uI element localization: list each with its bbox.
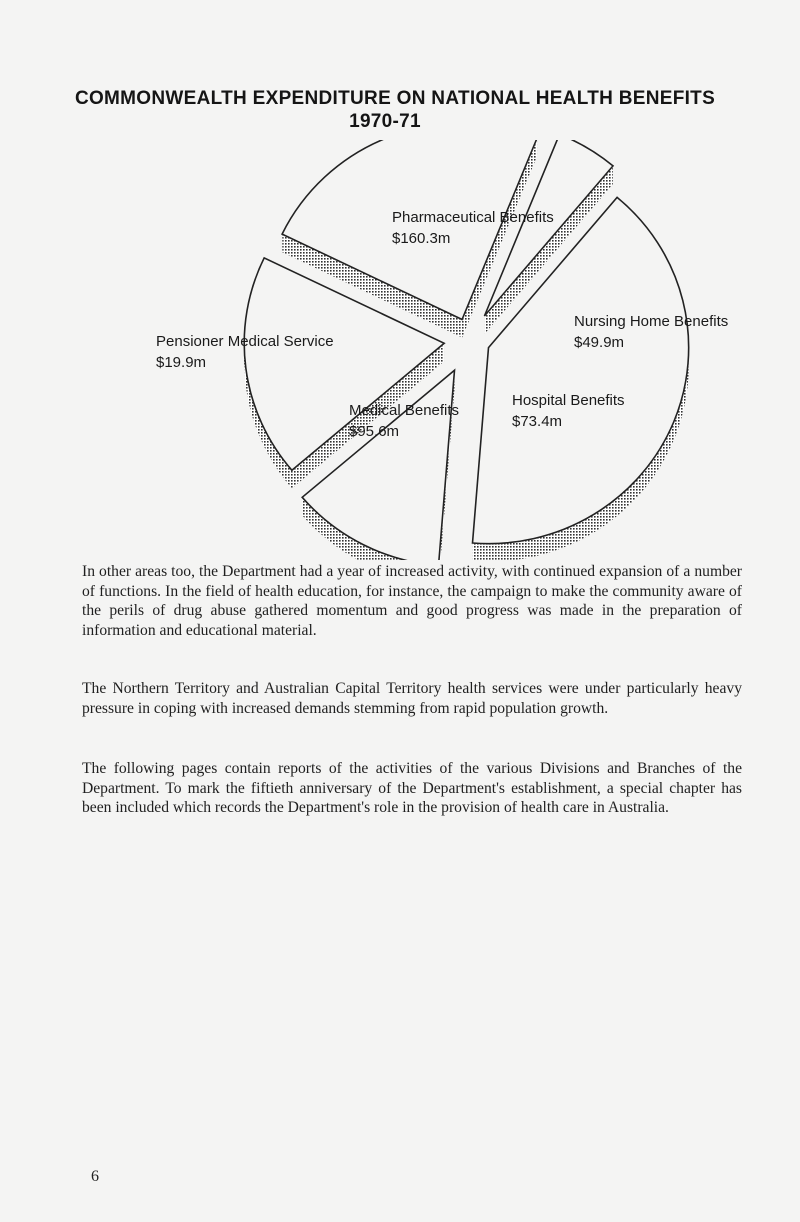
- chart-title: COMMONWEALTH EXPENDITURE ON NATIONAL HEALTH BENEFITS: [74, 88, 716, 109]
- slice-label-nursing-home-benefits: Nursing Home Benefits: [574, 313, 729, 330]
- paragraph-territory-health: The Northern Territory and Australian Capital Territory health services were under particularly heavy pressure in coping with increased demands stemming from rapid population growth.: [82, 680, 742, 717]
- slice-label-hospital-benefits: Hospital Benefits: [512, 392, 625, 409]
- slice-label-pensioner-medical-service: Pensioner Medical Service: [156, 333, 334, 350]
- slice-value-pensioner-medical-service: $19.9m: [156, 354, 207, 371]
- slice-value-pharmaceutical-benefits: $160.3m: [392, 230, 451, 247]
- slice-value-hospital-benefits: $73.4m: [512, 413, 563, 430]
- pie-slice-pharmaceutical-benefits: [473, 197, 689, 543]
- paragraph-following-pages: The following pages contain reports of the activities of the various Divisions and Branches of the Department. To mark the fiftieth anniversary of the Department's establishment, a special chapter has been included which records the Department's role in the provision of health care in Australia.: [82, 760, 742, 817]
- slice-value-nursing-home-benefits: $49.9m: [574, 334, 625, 351]
- slice-value-medical-benefits: $95.6m: [349, 423, 400, 440]
- slice-label-pharmaceutical-benefits: Pharmaceutical Benefits: [392, 209, 554, 226]
- page-number: 6: [91, 1168, 99, 1185]
- slice-label-medical-benefits: Medical Benefits: [349, 402, 460, 419]
- chart-year: 1970-71: [349, 111, 421, 132]
- health-benefits-pie-chart: [0, 140, 800, 560]
- paragraph-other-areas: In other areas too, the Department had a year of increased activity, with continued expansion of a number of functions. In the field of health education, for instance, the campaign to make the community aware of the perils of drug abuse gathered momentum and good progress was made in the preparation of information and educational material.: [82, 563, 742, 639]
